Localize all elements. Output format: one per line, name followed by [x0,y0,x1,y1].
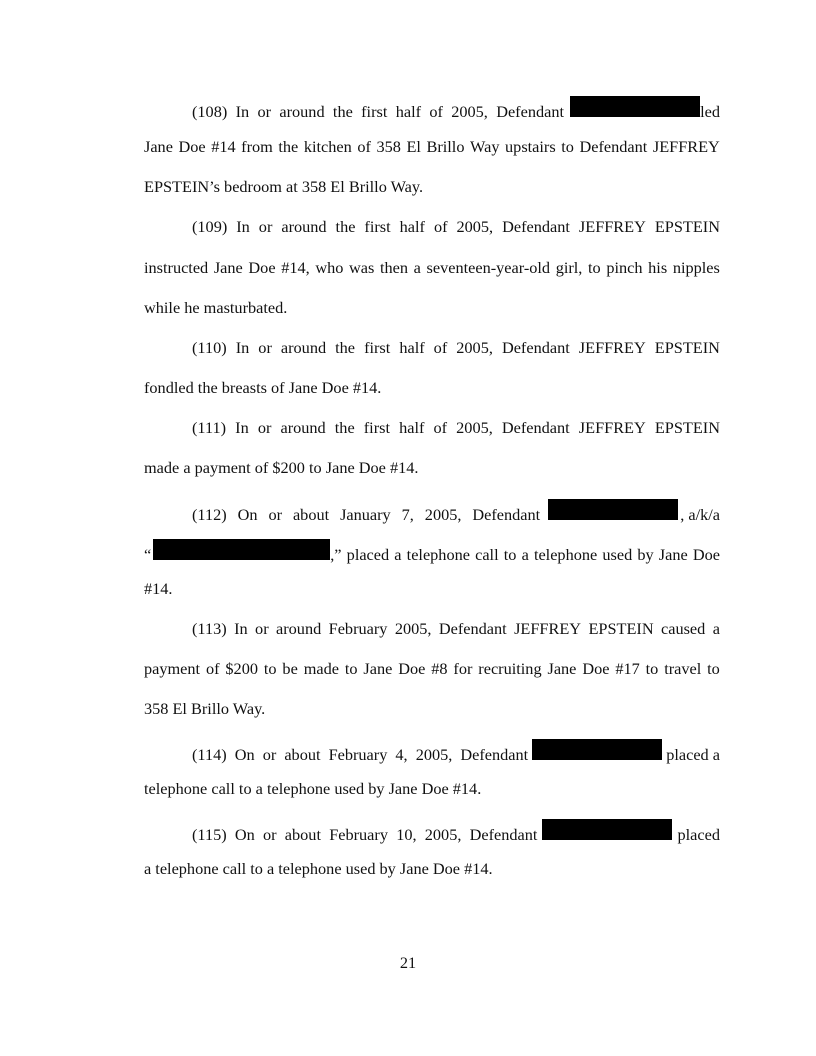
word: from [241,137,273,156]
word: of [433,217,448,236]
paragraph-108-line-2 [144,137,720,157]
word: 2005, [424,825,462,844]
word: a [712,619,720,638]
word: $200 [225,659,258,678]
word: 4, [395,745,408,764]
redaction-box [542,819,672,840]
word: Defendant [438,619,507,638]
paragraph-115-line-1 [192,819,720,845]
word: (114) [192,745,227,764]
word: for [453,659,473,678]
word: 2005, [451,102,488,121]
word: JEFFREY [578,418,646,437]
word: Jane [658,545,688,564]
word: Jane [213,258,243,277]
word: then [379,258,409,277]
redaction-box [570,96,700,117]
word: Jane [144,137,173,156]
word: of [357,137,371,156]
word: 2005, [456,338,493,357]
paragraph-111-line-2: made a payment of $200 to Jane Doe #14. [144,458,419,477]
word: around [280,338,327,357]
paragraph-109-line-2 [144,258,720,278]
word: upstairs [505,137,556,156]
paragraph-112-line-2 [144,539,720,565]
word: to [263,659,277,678]
word: #14 [211,137,236,156]
word: or [268,505,283,524]
word: first [364,338,391,357]
word: the [335,338,356,357]
redaction-box [153,539,330,560]
word: about [284,745,321,764]
p108-text [192,102,564,122]
word: by [637,545,654,564]
word: to [707,659,720,678]
word: payment [144,659,201,678]
word: first [364,217,391,236]
word: In [234,619,248,638]
word: around [280,418,326,437]
word: or [257,418,272,437]
word: 2005, [456,217,494,236]
word: or [255,619,269,638]
word: made [303,659,339,678]
word: or [263,825,277,844]
word: 10, [396,825,417,844]
word: 2005, [394,619,432,638]
word: (111) [192,418,227,437]
word: Brillo [426,137,465,156]
word: El [406,137,421,156]
word: Defendant [501,418,570,437]
word: Defendant [472,505,541,524]
word: half [395,102,422,121]
paragraph-115-line-2: a telephone call to a telephone used by Jane Doe #14. [144,859,493,878]
word: or [262,745,277,764]
paragraph-109-line-3: while he masturbated. [144,298,288,317]
word: 7, [401,505,414,524]
paragraph-110-line-1 [192,338,720,358]
word: half [399,418,425,437]
word: pinch [606,258,643,277]
word: EPSTEIN [654,217,720,236]
paragraph-113-line-3: 358 El Brillo Way. [144,699,266,718]
word: around [279,102,325,121]
word: around [276,619,322,638]
word: telephone [533,545,598,564]
word: to [588,258,601,277]
word: February [328,745,388,764]
word: telephone [406,545,470,564]
word: (110) [192,338,227,357]
word: EPSTEIN [588,619,654,638]
word: about [292,505,330,524]
word: half [399,217,425,236]
word: On [234,825,255,844]
word: JEFFREY [652,137,720,156]
word: EPSTEIN [654,338,720,357]
paragraph-112-line-3: #14. [144,579,173,598]
word: the [278,137,299,156]
word: of [429,102,443,121]
word: In [236,217,250,236]
word: caused [661,619,706,638]
word: In [235,338,250,357]
word: Doe [248,258,276,277]
word: call [475,545,499,564]
p115-after: placed [677,825,720,844]
open-quote: “ [144,545,152,564]
word: was [349,258,375,277]
page-number: 21 [399,953,417,972]
word: placed [346,545,390,564]
word: (113) [192,619,227,638]
word: or [257,102,272,121]
paragraph-109-line-1 [192,217,720,237]
p114-after: placed a [666,745,720,764]
paragraph-110-line-2: fondled the breasts of Jane Doe #14. [144,378,382,397]
paragraph-113-line-1 [192,619,720,639]
word: the [334,418,355,437]
word: of [433,338,448,357]
word: Defendant [496,102,565,121]
word: his [648,258,668,277]
p112-line2-text [330,545,720,565]
p108-after: led [700,102,720,121]
word: seventeen-year-old [426,258,551,277]
word: travel [664,659,702,678]
paragraph-113-line-2 [144,659,720,679]
word: On [237,505,258,524]
word: January [340,505,391,524]
word: (109) [192,217,228,236]
paragraph-108-line-3: EPSTEIN’s bedroom at 358 El Brillo Way. [144,177,424,196]
word: a [413,258,421,277]
word: EPSTEIN [654,418,720,437]
word: to [645,659,659,678]
word: be [282,659,298,678]
word: girl, [555,258,583,277]
redaction-box [532,739,662,760]
word: who [315,258,344,277]
word: Defendant [501,338,570,357]
word: #14, [281,258,310,277]
word: JEFFREY [578,217,646,236]
word: In [235,418,249,437]
word: #8 [431,659,448,678]
word: (112) [192,505,227,524]
word: On [234,745,255,764]
word: to [503,545,517,564]
word: Defendant [579,137,648,156]
word: kitchen [303,137,352,156]
word: Jane [363,659,393,678]
word: used [602,545,633,564]
word: Jane [547,659,577,678]
word: a [521,545,529,564]
word: a [394,545,402,564]
word: of [205,659,220,678]
word: half [399,338,425,357]
word: nipples [672,258,720,277]
word: 2005, [415,745,453,764]
word: first [361,102,388,121]
paragraph-111-line-1 [192,418,720,438]
word: JEFFREY [578,338,646,357]
word: Defendant [469,825,538,844]
word: 2005, [456,418,493,437]
paragraph-114-line-1 [192,739,720,765]
word: about [284,825,321,844]
p114-text [192,745,528,765]
p112-after: , a/k/a [680,505,720,524]
redaction-box [548,499,678,520]
word: Doe [398,659,426,678]
word: 2005, [424,505,462,524]
word: Doe [178,137,206,156]
word: JEFFREY [514,619,582,638]
word: to [561,137,574,156]
word: #17 [615,659,640,678]
word: to [344,659,358,678]
p115-text [192,825,538,845]
word: Defendant [460,745,529,764]
word: of [433,418,448,437]
word: Doe [582,659,610,678]
word: February [329,825,388,844]
word: (108) [192,102,228,121]
word: ,” [330,545,342,564]
word: or [258,338,272,357]
word: the [335,217,356,236]
word: In [235,102,250,121]
paragraph-112-line-1 [192,499,720,525]
word: the [332,102,353,121]
word: Defendant [502,217,570,236]
word: recruiting [478,659,542,678]
word: 358 [376,137,401,156]
word: Doe [692,545,720,564]
p112-text [192,505,540,525]
word: around [281,217,327,236]
paragraph-108-line-1 [192,96,720,122]
word: (115) [192,825,227,844]
word: first [363,418,390,437]
paragraph-114-line-2: telephone call to a telephone used by Jane Doe #14. [144,779,482,798]
word: February [328,619,388,638]
word: Way [470,137,500,156]
word: instructed [144,258,209,277]
word: or [258,217,273,236]
